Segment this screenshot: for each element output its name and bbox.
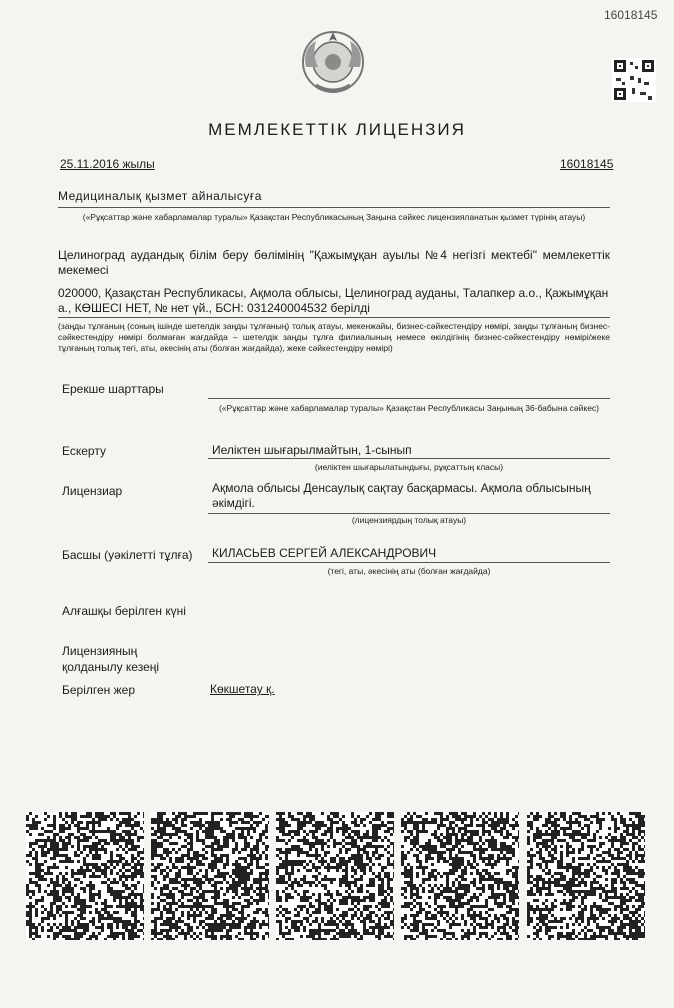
- registration-number: 16018145: [560, 157, 614, 171]
- conditions-caption: («Рұқсаттар және хабарламалар туралы» Қазақстан Республикасы Заңының 36-бабына сәйкес): [218, 403, 600, 413]
- document-title: МЕМЛЕКЕТТІК ЛИЦЕНЗИЯ: [208, 120, 466, 139]
- note-caption: (иеліктен шығарылатындығы, рұқсаттың класы): [314, 462, 504, 472]
- licensee-name: Целиноград аудандық білім беру бөлімінің "Қажымұқан ауылы №4 негізгі мектебі" мемлекеттік мекемесі: [58, 248, 610, 277]
- divider: [58, 317, 610, 318]
- place-value: Көкшетау қ.: [210, 682, 275, 696]
- barcode-3-icon: [276, 812, 394, 940]
- head-value: КИЛАСЬЕВ СЕРГЕЙ АЛЕКСАНДРОВИЧ: [212, 546, 437, 560]
- state-emblem-icon: [298, 27, 368, 97]
- document-number-top: 16018145: [604, 8, 658, 22]
- note-value: Иеліктен шығарылмайтын, 1-сынып: [212, 443, 412, 457]
- validity-label-line1: Лицензияның: [62, 644, 138, 658]
- divider: [208, 562, 610, 563]
- qr-code-icon: [612, 58, 656, 102]
- barcode-2-icon: [151, 812, 269, 940]
- head-label: Басшы (уәкілетті тұлға): [62, 548, 193, 562]
- validity-label-line2: қолданылу кезеңі: [62, 660, 160, 674]
- note-label: Ескерту: [62, 444, 106, 458]
- activity-type: Медициналық қызмет айналысуға: [58, 189, 262, 203]
- divider: [208, 458, 610, 459]
- licensee-address: 020000, Қазақстан Республикасы, Ақмола облысы, Целиноград ауданы, Талапкер а.о., Қажымұқан а., КӨШЕСІ НЕТ, № нет үй., БСН: 031240004532 берілді: [58, 286, 609, 315]
- licensor-caption: (лицензиярдың толық атауы): [351, 515, 467, 525]
- head-caption: (тегі, аты, әкесінің аты (болған жағдайда): [327, 566, 491, 576]
- divider: [208, 513, 610, 514]
- barcode-5-icon: [527, 812, 645, 940]
- licensor-value: Ақмола облысы Денсаулық сақтау басқармасы. Ақмола облысының әкімдігі.: [212, 481, 591, 510]
- activity-caption: («Рұқсаттар және хабарламалар туралы» Қазақстан Республикасының Заңына сәйкес лицензияланатын қызмет түрінің атауы): [82, 212, 586, 222]
- divider: [208, 398, 610, 399]
- validity-label: [62, 643, 159, 675]
- first-issue-label: Алғашқы берілген күні: [62, 604, 186, 618]
- conditions-label: Ерекше шарттары: [62, 382, 164, 396]
- barcode-4-icon: [401, 812, 519, 940]
- licensor-label: Лицензиар: [62, 484, 123, 498]
- barcode-1-icon: [26, 812, 144, 940]
- place-label: Берілген жер: [62, 683, 136, 697]
- divider: [58, 207, 610, 208]
- issue-date: 25.11.2016 жылы: [60, 157, 155, 171]
- licensee-caption: (заңды тұлғаның (соның ішінде шетелдік заңды тұлғаның) толық атауы, мекенжайы, бизнес-сәйкестендіру нөмірі, заңды тұлғаның бизнес-сәйкестендіру нөмірі болмаған жағдайда – шетелдік заңды тұлға филиалының немесе өкілдігінің бизнес-сәйкестендіру нөмірі/жеке тұлғаның толық тегі, аты, әкесінің аты (болған жағдайда), жеке сәйкестендіру нөмірі): [58, 321, 610, 353]
